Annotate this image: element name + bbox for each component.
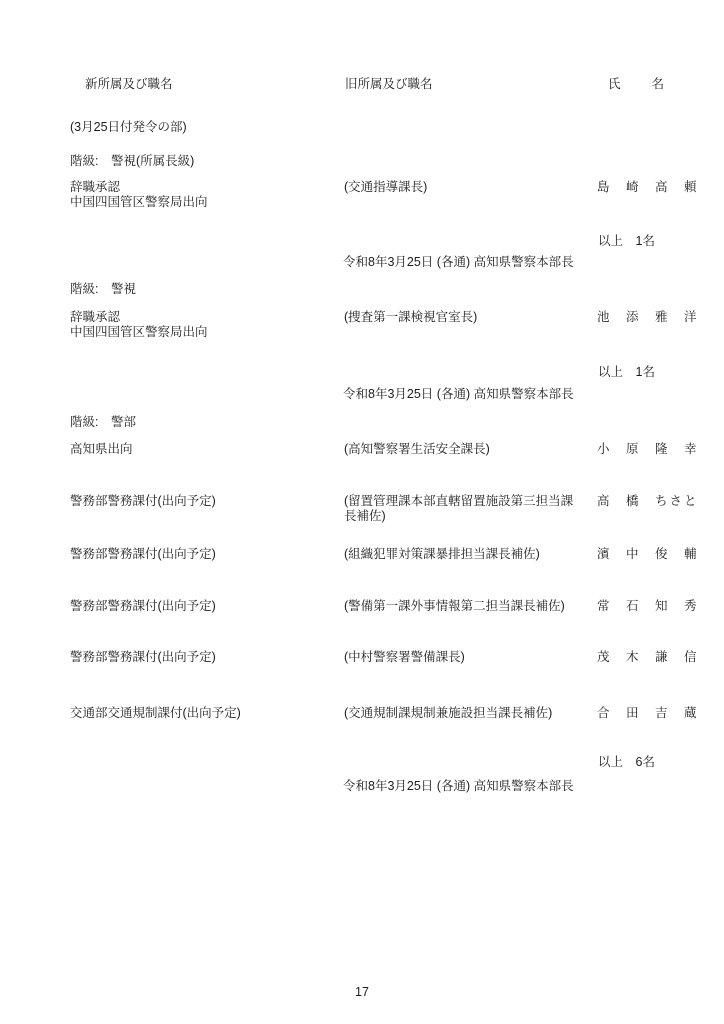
issuer-line: 令和8年3月25日 (各通) 高知県警察本部長 [343, 387, 574, 401]
person-name: 池 添 雅 洋 [597, 310, 699, 324]
new-post-cell [70, 494, 340, 509]
old-post-cell: (捜査第一課検視官室長) [344, 310, 478, 324]
rank-heading: 階級: 警視(所属長級) [70, 154, 195, 168]
old-post-cell: (組織犯罪対策課暴排担当課長補佐) [344, 547, 540, 561]
section-total: 以上 6名 [598, 755, 655, 769]
new-post-line: 高知県出向 [70, 442, 133, 456]
old-post-cell: (交通指導課長) [344, 180, 428, 194]
person-name: 小 原 隆 幸 [597, 442, 699, 456]
issuer-line: 令和8年3月25日 (各通) 高知県警察本部長 [343, 255, 574, 269]
section-total: 以上 1名 [598, 234, 655, 248]
person-name: 島 崎 高 頼 [597, 180, 699, 194]
new-post-cell [70, 442, 340, 457]
section-total: 以上 1名 [598, 365, 655, 379]
person-name: 常 石 知 秀 [597, 599, 699, 613]
person-name: 合 田 吉 蔵 [597, 706, 699, 720]
person-name: 濱 中 俊 輔 [597, 547, 699, 561]
issuance-date-note: (3月25日付発令の部) [70, 120, 187, 134]
new-post-line: 警務部警務課付(出向予定) [70, 547, 216, 561]
old-post-cell: (警備第一課外事情報第二担当課長補佐) [344, 599, 565, 613]
rank-heading: 階級: 警視 [70, 282, 136, 296]
new-post-cell [70, 310, 340, 340]
column-header-name: 氏 名 [608, 77, 667, 91]
new-post-line: 辞職承認 [70, 310, 121, 324]
new-post-line: 警務部警務課付(出向予定) [70, 494, 216, 508]
new-post-cell [70, 650, 340, 665]
new-post-cell [70, 180, 340, 210]
new-post-line: 警務部警務課付(出向予定) [70, 650, 216, 664]
new-post-cell [70, 547, 340, 562]
issuer-line: 令和8年3月25日 (各通) 高知県警察本部長 [343, 779, 574, 793]
new-post-line: 交通部交通規制課付(出向予定) [70, 706, 241, 720]
new-post-line: 中国四国管区警察局出向 [70, 195, 208, 209]
column-header-new-post: 新所属及び職名 [85, 77, 173, 91]
person-name: 高 橋 ちさと [597, 494, 699, 508]
rank-heading: 階級: 警部 [70, 415, 136, 429]
new-post-line: 警務部警務課付(出向予定) [70, 599, 216, 613]
old-post-cell: (交通規制課規制兼施設担当課長補佐) [344, 706, 553, 720]
new-post-cell [70, 706, 340, 721]
new-post-line: 中国四国管区警察局出向 [70, 325, 208, 339]
person-name: 茂 木 謙 信 [597, 650, 699, 664]
new-post-line: 辞職承認 [70, 180, 121, 194]
column-header-old-post: 旧所属及び職名 [345, 77, 433, 91]
new-post-cell [70, 599, 340, 614]
old-post-cell: (高知警察署生活安全課長) [344, 442, 490, 456]
page-number: 17 [355, 985, 369, 999]
old-post-cell: (中村警察署警備課長) [344, 650, 465, 664]
old-post-cell: (留置管理課本部直轄留置施設第三担当課長補佐) [344, 494, 574, 523]
